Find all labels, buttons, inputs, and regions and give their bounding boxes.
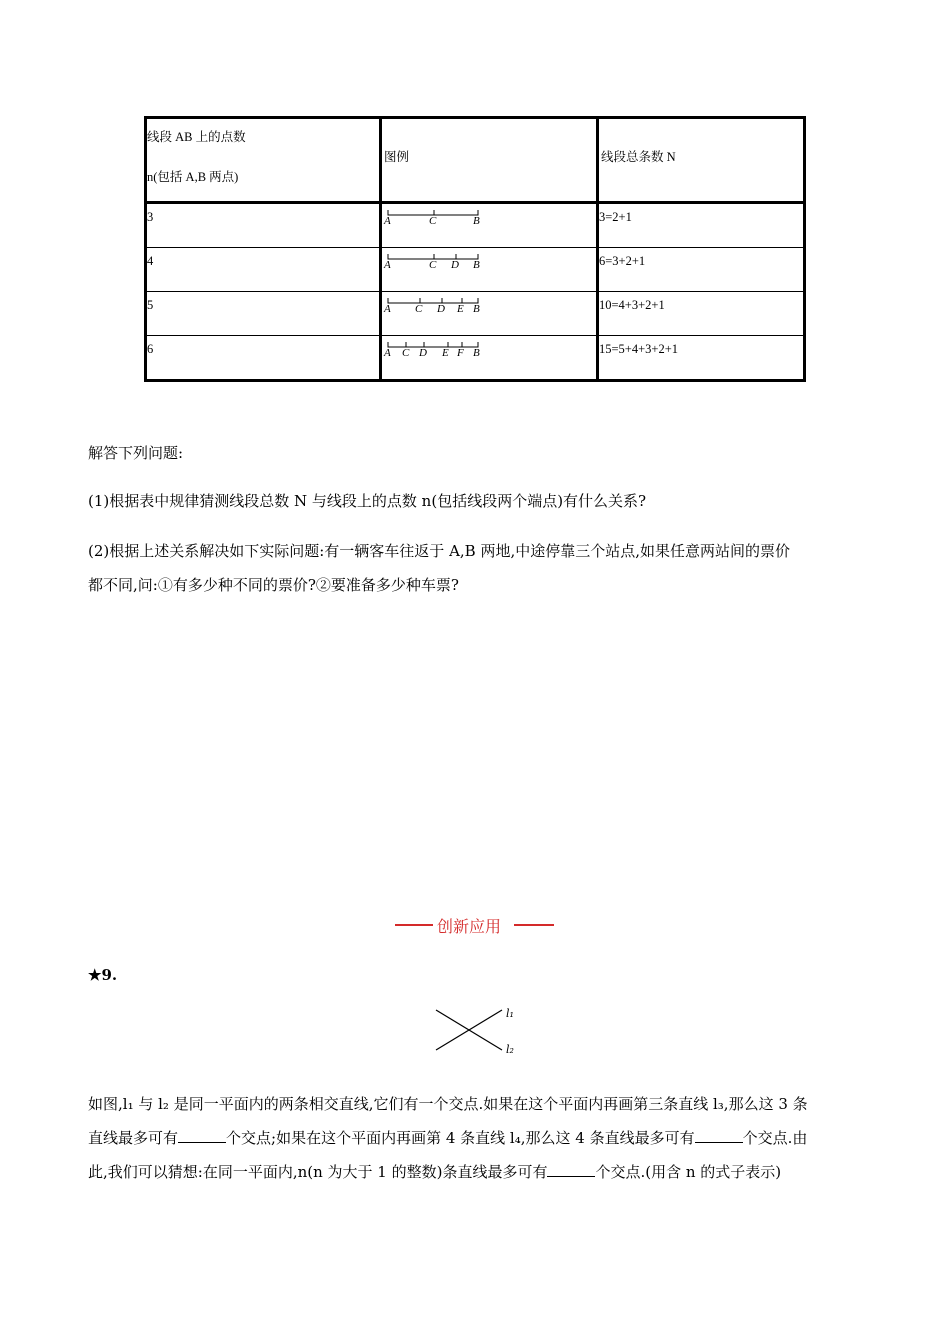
header-diagram-label: 图例 (384, 150, 410, 164)
table-row (146, 292, 805, 336)
table-row (146, 203, 805, 248)
point-label: A (384, 347, 391, 359)
header-total (598, 118, 805, 203)
label-l1: l₁ (506, 1007, 514, 1020)
point-label: E (442, 347, 449, 359)
point-label: D (451, 259, 459, 271)
header-points-line1: 线段 AB 上的点数 (147, 130, 246, 144)
segment-diagram-6 (382, 336, 596, 376)
point-label: B (473, 303, 480, 315)
problem-9-line3 (88, 1162, 781, 1182)
problem-9-line2 (88, 1128, 807, 1148)
table-row (146, 336, 805, 381)
heading-rule-right (514, 924, 554, 926)
point-label: C (402, 347, 410, 359)
question-2-line2: 都不同,问:①有多少种不同的票价?②要准备多少种车票? (88, 576, 459, 594)
point-label: A (384, 303, 391, 315)
header-total-label: 线段总条数 N (601, 150, 676, 164)
row-diagram (381, 248, 598, 292)
header-points-line2: n(包括 A,B 两点) (147, 170, 239, 184)
segment-diagram-4 (382, 248, 596, 288)
label-l2: l₂ (506, 1043, 514, 1056)
p9-text: 直线最多可有 (88, 1129, 179, 1147)
row-formula: 3=2+1 (599, 210, 632, 224)
section-heading (395, 912, 555, 938)
intro-text: 解答下列问题: (88, 444, 184, 462)
answer-blank-2[interactable] (695, 1128, 743, 1143)
point-label: D (437, 303, 445, 315)
answer-blank-1[interactable] (178, 1128, 226, 1143)
point-label: B (473, 215, 480, 227)
point-label: B (473, 347, 480, 359)
row-n: 4 (147, 254, 154, 268)
p9-text: 此,我们可以猜想:在同一平面内,n(n 为大于 1 的整数)条直线最多可有 (88, 1163, 548, 1181)
row-formula: 15=5+4+3+2+1 (599, 342, 678, 356)
intersecting-lines-figure (430, 1000, 530, 1060)
segment-diagram-3 (382, 204, 596, 244)
segment-table (144, 116, 806, 382)
row-n: 5 (147, 298, 154, 312)
question-2-line1: (2)根据上述关系解决如下实际问题:有一辆客车往返于 A,B 两地,中途停靠三个站点,如果任意两站间的票价 (88, 542, 791, 560)
table-header-row (146, 118, 805, 203)
row-diagram (381, 292, 598, 336)
question-1: (1)根据表中规律猜测线段总数 N 与线段上的点数 n(包括线段两个端点)有什么关系? (88, 492, 647, 510)
header-diagram (381, 118, 598, 203)
point-label: C (429, 215, 437, 227)
row-diagram (381, 203, 598, 248)
header-points (146, 118, 381, 203)
point-label: C (429, 259, 437, 271)
row-formula: 6=3+2+1 (599, 254, 646, 268)
point-label: C (415, 303, 423, 315)
row-n: 3 (147, 210, 154, 224)
row-formula: 10=4+3+2+1 (599, 298, 665, 312)
row-diagram (381, 336, 598, 381)
problem-9-line1: 如图,l₁ 与 l₂ 是同一平面内的两条相交直线,它们有一个交点.如果在这个平面内再画第三条直线 l₃,那么这 3 条 (88, 1095, 808, 1113)
heading-rule-left (395, 924, 433, 926)
problem-number: ★9. (88, 966, 118, 984)
point-label: E (457, 303, 464, 315)
p9-text: 个交点.由 (742, 1129, 808, 1147)
row-n: 6 (147, 342, 154, 356)
p9-text: 个交点;如果在这个平面内再画第 4 条直线 l₄,那么这 4 条直线最多可有 (226, 1129, 695, 1147)
table-row (146, 248, 805, 292)
answer-blank-3[interactable] (547, 1162, 595, 1177)
point-label: A (384, 259, 391, 271)
section-title: 创新应用 (437, 917, 502, 936)
p9-text: 个交点.(用含 n 的式子表示) (595, 1163, 782, 1181)
point-label: B (473, 259, 480, 271)
point-label: A (384, 215, 391, 227)
point-label: D (419, 347, 427, 359)
point-label: F (457, 347, 464, 359)
segment-diagram-5 (382, 292, 596, 332)
